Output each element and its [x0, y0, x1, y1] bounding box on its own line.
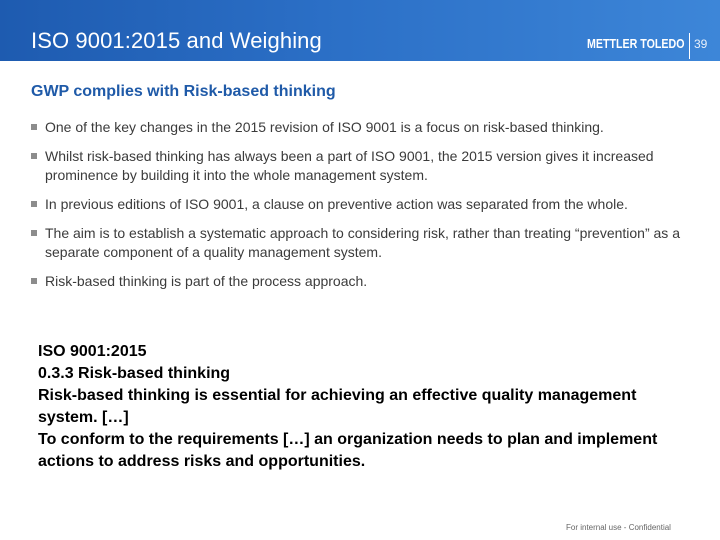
quote-clause: 0.3.3 Risk-based thinking — [38, 365, 231, 382]
bullet-text: In previous editions of ISO 9001, a clause on preventive action was separated from the whole. — [45, 196, 628, 212]
bullet-item — [31, 195, 701, 214]
quote-requirement: To conform to the requirements […] an organization needs to plan and implement actions to address risks and opportunities. — [38, 431, 658, 470]
bullet-text: Whilst risk-based thinking has always been a part of ISO 9001, the 2015 version gives it increased prominence by building it into the whole management system. — [45, 148, 654, 183]
bullet-square-icon — [31, 153, 37, 159]
bullet-list — [31, 118, 701, 301]
iso-quote-block — [38, 341, 698, 473]
bullet-item — [31, 272, 701, 291]
bullet-square-icon — [31, 230, 37, 236]
logo-divider — [689, 33, 690, 59]
slide-subtitle: GWP complies with Risk-based thinking — [31, 83, 336, 100]
slide-header — [0, 0, 720, 61]
bullet-square-icon — [31, 201, 37, 207]
bullet-item — [31, 224, 701, 262]
mettler-toledo-logo: METTLER TOLEDO — [587, 36, 685, 51]
page-number: 39 — [694, 37, 708, 51]
bullet-text: The aim is to establish a systematic approach to considering risk, rather than treating “prevention” as a separate component of a quality management system. — [45, 225, 680, 260]
quote-statement: Risk-based thinking is essential for achieving an effective quality management system. […] — [38, 387, 637, 426]
quote-standard: ISO 9001:2015 — [38, 343, 147, 360]
bullet-item — [31, 147, 701, 185]
bullet-square-icon — [31, 124, 37, 130]
bullet-item — [31, 118, 701, 137]
bullet-text: Risk-based thinking is part of the process approach. — [45, 273, 368, 289]
slide-title: ISO 9001:2015 and Weighing — [31, 28, 322, 53]
bullet-text: One of the key changes in the 2015 revision of ISO 9001 is a focus on risk-based thinking. — [45, 119, 604, 135]
confidentiality-footer: For internal use - Confidential — [566, 523, 671, 532]
bullet-square-icon — [31, 278, 37, 284]
